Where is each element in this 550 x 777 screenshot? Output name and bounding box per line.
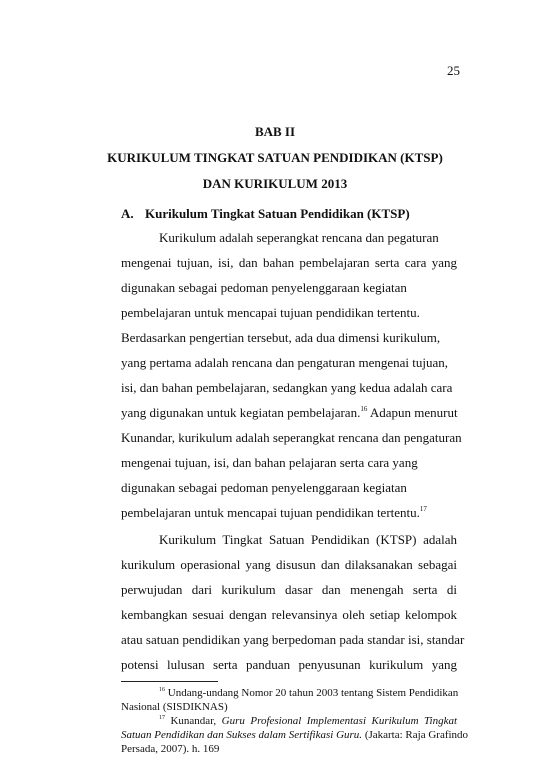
paragraph-1-line: Kurikulum adalah seperangkat rencana dan pegaturan [159,230,439,245]
paragraph-1-line: mengenai tujuan, isi, dan bahan pelajaran serta cara yang [121,455,418,470]
paragraph-1-line: Berdasarkan pengertian tersebut, ada dua dimensi kurikulum, [121,330,441,345]
footnote-17-number: 17 [159,715,165,721]
footnote-16-line-2: Nasional (SISDIKNAS) [121,701,228,713]
paragraph-1-line: Kunandar, kurikulum adalah seperangkat rencana dan pengaturan [121,430,462,445]
paragraph-2-line: Kurikulum Tingkat Satuan Pendidikan (KTSP) adalah [159,532,457,547]
footnote-16-number: 16 [159,687,165,693]
paragraph-2-line: kembangkan sesuai dengan relevansinya oleh setiap kelompok [121,607,457,622]
footnote-17-author: Kunandar, [170,715,217,727]
footnote-17-title: Guru Profesional Implementasi Kurikulum Tingkat [221,715,458,727]
chapter-title-line-1: KURIKULUM TINGKAT SATUAN PENDIDIKAN (KTSP) [107,150,443,165]
footnote-17-line-3: Persada, 2007). h. 169 [121,743,220,755]
paragraph-1-line: isi, dan bahan pembelajaran, sedangkan yang kedua adalah cara [121,380,453,395]
footnote-17 [159,714,457,728]
section-title: Kurikulum Tingkat Satuan Pendidikan (KTSP) [145,206,410,221]
paragraph-2-line: potensi lulusan serta panduan penyusunan kurikulum yang [121,657,457,672]
chapter-label: BAB II [254,124,296,139]
paragraph-1-line: yang pertama adalah rencana dan pengaturan mengenai tujuan, [121,355,449,370]
footnote-ref-16[interactable]: 16 [360,405,368,413]
paragraph-1-line: mengenai tujuan, isi, dan bahan pembelajaran serta cara yang [121,255,457,270]
footnote-16 [159,686,457,700]
section-letter: A. [121,206,134,221]
paragraph-1-line [121,405,457,421]
footnote-16-text: Undang-undang Nomor 20 tahun 2003 tentang Sistem Pendidikan [167,687,459,699]
footnote-17-publisher: (Jakarta: Raja Grafindo [364,729,469,741]
paragraph-2-line: kurikulum operasional yang disusun dan dilaksanakan sebagai [121,557,457,572]
paragraph-1-text: yang digunakan untuk kegiatan pembelajaran. [121,405,361,420]
footnote-ref-17[interactable]: 17 [419,505,427,513]
paragraph-1-line [121,505,457,521]
paragraph-2-line: perwujudan dari kurikulum dasar dan menengah serta di [121,582,457,597]
paragraph-1-line: digunakan sebagai pedoman penyelenggaraan kegiatan [121,280,407,295]
paragraph-1-line: digunakan sebagai pedoman penyelenggaraan kegiatan [121,480,407,495]
footnote-17-line-2 [121,728,469,742]
paragraph-1-text: pembelajaran untuk mencapai tujuan pendidikan tertentu. [121,505,420,520]
paragraph-1-line: pembelajaran untuk mencapai tujuan pendidikan tertentu. [121,305,420,320]
section-heading [121,206,410,222]
footnote-17-title-cont: Satuan Pendidikan dan Sukses dalam Sertifikasi Guru. [121,729,363,741]
page-number: 25 [447,63,460,78]
paragraph-2-line: atau satuan pendidikan yang berpedoman pada standar isi, standar [121,632,465,647]
paragraph-1-text: Adapun menurut [369,405,458,420]
chapter-title-line-2: DAN KURIKULUM 2013 [202,176,348,191]
footnote-divider [121,681,218,682]
